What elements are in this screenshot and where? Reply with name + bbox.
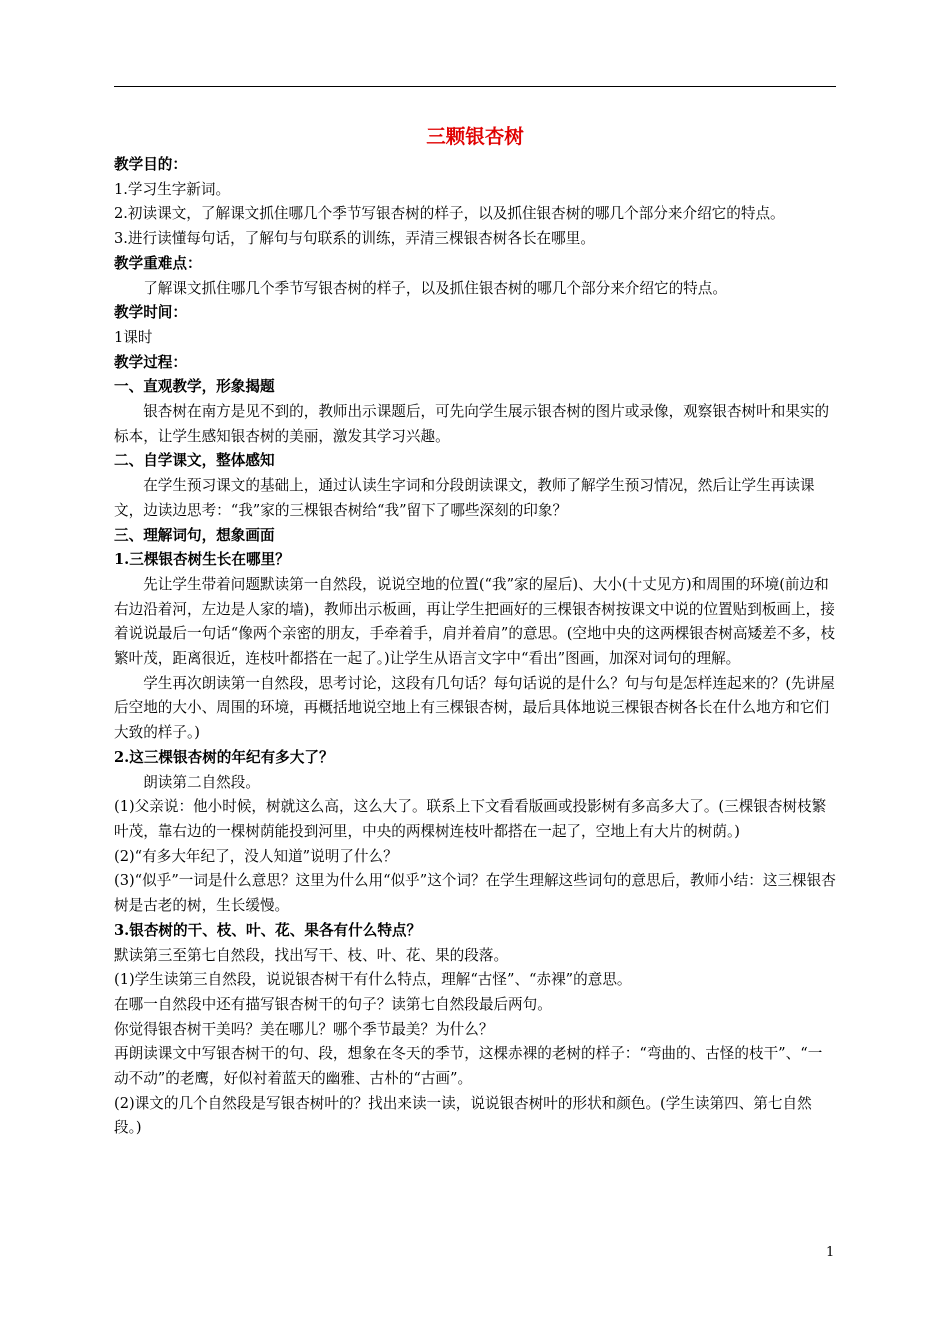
- paragraph: 你觉得银杏树干美吗？美在哪儿？哪个季节最美？为什么？: [114, 1020, 494, 1038]
- document-blocks: [114, 153, 836, 1141]
- section-heading: 教学重难点：: [114, 254, 202, 272]
- paragraph: 先让学生带着问题默读第一自然段，说说空地的位置(“我”家的屋后)、大小(十丈见方)和周围的环境(前边和右边沿着河，左边是人家的墙)，教师出示板画，再让学生把画好的三棵银杏树按课文中说的位置贴到板画上，接着说说最后一句话“像两个亲密的朋友，手牵着手，肩并着肩”的意思。(空地中央的这两棵银杏树高矮差不多，枝繁叶茂，距离很近，连枝叶都搭在一起了。)让学生从语言文字中“看出”图画，加深对词句的理解。: [114, 575, 836, 668]
- page-title: 三颗银杏树: [426, 125, 524, 148]
- paragraph: (3)“似乎”一词是什么意思？这里为什么用“似乎”这个词？在学生理解这些词句的意思后，教师小结：这三棵银杏树是古老的树，生长缓慢。: [114, 872, 836, 915]
- paragraph: (1)学生读第三自然段，说说银杏树干有什么特点，理解“古怪”、“赤裸”的意思。: [114, 971, 632, 989]
- paragraph: 朗读第二自然段。: [143, 773, 260, 791]
- section-heading: 教学目的：: [114, 156, 187, 173]
- paragraph: 2.初读课文，了解课文抓住哪几个季节写银杏树的样子，以及抓住银杏树的哪几个部分来介绍它的特点。: [114, 205, 785, 223]
- section-heading: 教学过程：: [114, 353, 187, 371]
- paragraph: 3.进行读懂每句话，了解句与句联系的训练，弄清三棵银杏树各长在哪里。: [114, 230, 595, 248]
- page-number: 1: [826, 1245, 835, 1260]
- paragraph: (2)“有多大年纪了，没人知道”说明了什么？: [114, 847, 398, 865]
- header-rule: [114, 86, 836, 87]
- section-heading: 1.三棵银杏树生长在哪里？: [114, 551, 290, 569]
- paragraph: 了解课文抓住哪几个季节写银杏树的样子，以及抓住银杏树的哪几个部分来介绍它的特点。: [143, 279, 727, 297]
- paragraph: 1课时: [114, 328, 153, 346]
- section-heading: 三、理解词句，想象画面: [114, 526, 275, 544]
- paragraph: 默读第三至第七自然段，找出写干、枝、叶、花、果的段落。: [114, 946, 509, 964]
- paragraph: 在学生预习课文的基础上，通过认读生字词和分段朗读课文，教师了解学生预习情况，然后让学生再读课文，边读边思考：“我”家的三棵银杏树给“我”留下了哪些深刻的印象？: [114, 477, 815, 519]
- section-heading: 3.银杏树的干、枝、叶、花、果各有什么特点？: [114, 921, 422, 939]
- document-body: [114, 122, 836, 1141]
- section-heading: 2.这三棵银杏树的年纪有多大了？: [114, 748, 334, 766]
- paragraph: (1)父亲说：他小时候，树就这么高，这么大了。联系上下文看看版画或投影树有多高多大了。(三棵银杏树枝繁叶茂，靠右边的一棵树荫能投到河里，中央的两棵树连枝叶都搭在一起了，空地上有大片的树荫。): [114, 798, 827, 840]
- paragraph: 再朗读课文中写银杏树干的句、段，想象在冬天的季节，这棵赤裸的老树的样子：“弯曲的、古怪的枝干”、“一动不动”的老鹰，好似衬着蓝天的幽雅、古朴的“古画”。: [114, 1045, 823, 1088]
- section-heading: 一、直观教学，形象揭题: [114, 378, 275, 396]
- paragraph: 学生再次朗读第一自然段，思考讨论，这段有几句话？每句话说的是什么？句与句是怎样连起来的？(先讲屋后空地的大小、周围的环境，再概括地说空地上有三棵银杏树，最后具体地说三棵银杏树各长在什么地方和它们大致的样子。): [114, 674, 835, 742]
- section-heading: 教学时间：: [114, 304, 187, 322]
- paragraph: 在哪一自然段中还有描写银杏树干的句子？读第七自然段最后两句。: [114, 995, 552, 1013]
- paragraph: 1.学习生字新词。: [114, 180, 231, 198]
- paragraph: (2)课文的几个自然段是写银杏树叶的？找出来读一读，说说银杏树叶的形状和颜色。(学生读第四、第七自然段。): [114, 1094, 812, 1137]
- paragraph: 银杏树在南方是见不到的，教师出示课题后，可先向学生展示银杏树的图片或录像，观察银杏树叶和果实的标本，让学生感知银杏树的美丽，激发其学习兴趣。: [114, 403, 830, 445]
- section-heading: 二、自学课文，整体感知: [114, 452, 275, 470]
